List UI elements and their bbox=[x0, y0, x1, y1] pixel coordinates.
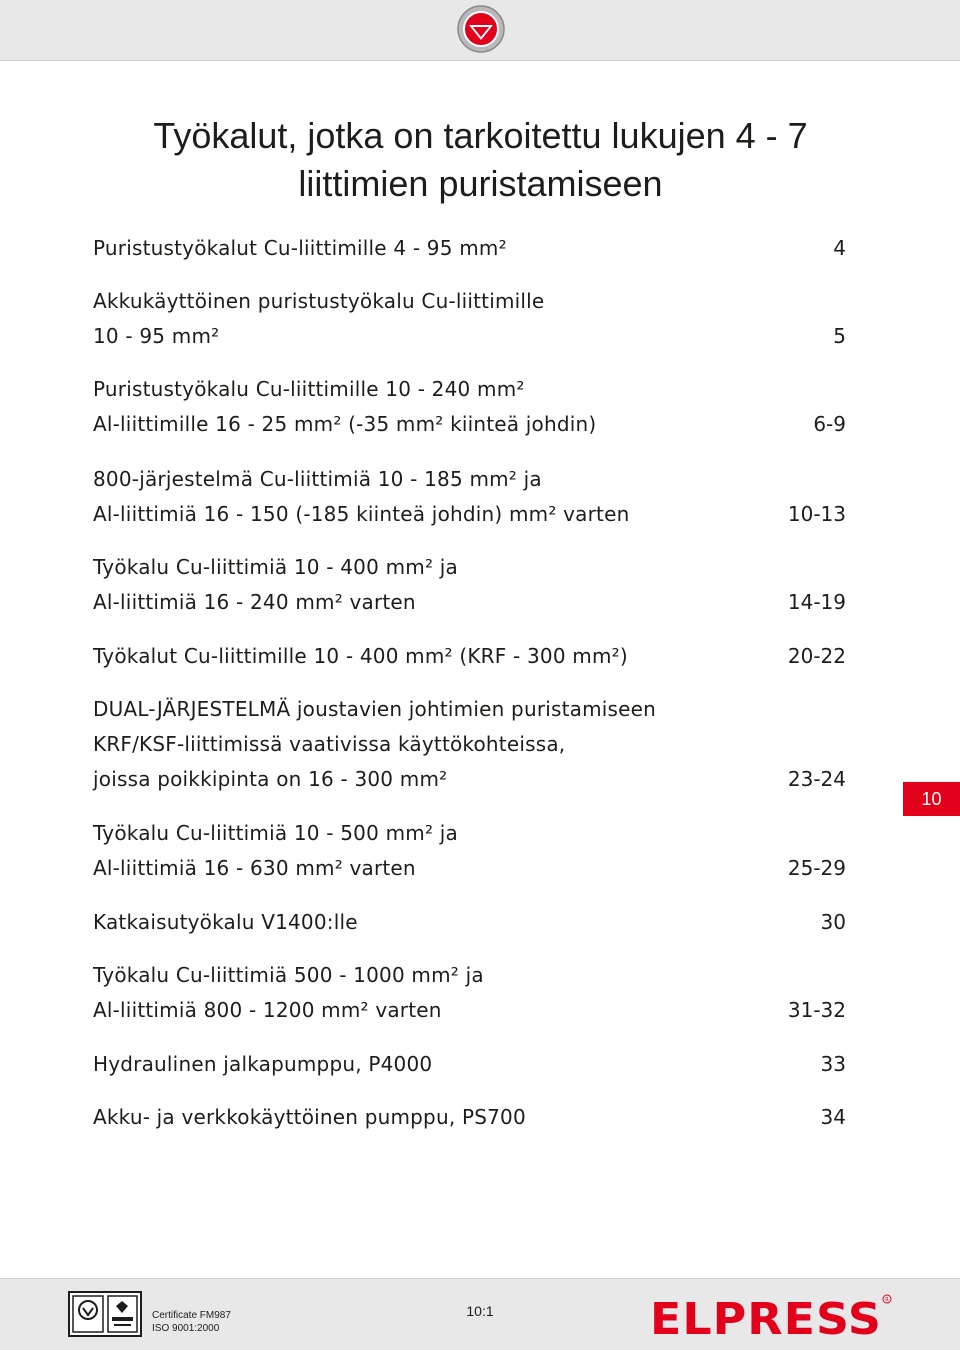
toc-entry-page: 34 bbox=[820, 1105, 846, 1129]
elpress-logo bbox=[650, 1294, 892, 1338]
toc-entry-page: 30 bbox=[820, 910, 846, 934]
toc-entry-text: Puristustyökalu Cu-liittimille 10 - 240 mm² bbox=[93, 377, 525, 401]
svg-text:R: R bbox=[885, 1297, 889, 1303]
certification-badge bbox=[68, 1291, 142, 1337]
toc-entry bbox=[93, 550, 846, 620]
toc-entry-text: 10 - 95 mm² bbox=[93, 324, 220, 348]
toc-entry bbox=[93, 1100, 846, 1135]
toc-entry bbox=[93, 462, 846, 532]
toc-entry-page: 4 bbox=[833, 236, 846, 260]
toc-entry-page: 25-29 bbox=[787, 856, 846, 880]
toc-entry-text: Puristustyökalut Cu-liittimille 4 - 95 mm² bbox=[93, 236, 507, 260]
page-footer bbox=[0, 1278, 960, 1350]
elpress-emblem-icon bbox=[456, 4, 506, 54]
toc-entry-text: Al-liittimiä 800 - 1200 mm² varten bbox=[93, 998, 442, 1022]
certificate-info bbox=[152, 1309, 231, 1335]
toc-entry-page: 31-32 bbox=[787, 998, 846, 1022]
toc-entry-text: Al-liittimiä 16 - 240 mm² varten bbox=[93, 590, 416, 614]
toc-entry-text: joissa poikkipinta on 16 - 300 mm² bbox=[93, 767, 448, 791]
toc-entry bbox=[93, 692, 846, 797]
toc-entry-page: 10-13 bbox=[787, 502, 846, 526]
toc-entry-text: Akkukäyttöinen puristustyökalu Cu-liittimille bbox=[93, 289, 545, 313]
svg-text:ELPRESS: ELPRESS bbox=[650, 1294, 882, 1338]
chapter-tab: 10 bbox=[903, 782, 960, 816]
iso-standard: ISO 9001:2000 bbox=[152, 1323, 220, 1334]
toc-entry-text: Akku- ja verkkokäyttöinen pumppu, PS700 bbox=[93, 1105, 526, 1129]
toc-entry bbox=[93, 284, 846, 354]
toc-entry-page: 14-19 bbox=[787, 590, 846, 614]
toc-entry-page: 5 bbox=[833, 324, 846, 348]
toc-entry-text: DUAL-JÄRJESTELMÄ joustavien johtimien puristamiseen bbox=[93, 697, 657, 721]
toc-entry-text: KRF/KSF-liittimissä vaativissa käyttökohteissa, bbox=[93, 732, 566, 756]
toc-entry bbox=[93, 231, 846, 266]
toc-entry-text: 800-järjestelmä Cu-liittimiä 10 - 185 mm² ja bbox=[93, 467, 542, 491]
toc-entry bbox=[93, 905, 846, 940]
toc-entry bbox=[93, 372, 846, 442]
title-line-2: liittimien puristamiseen bbox=[298, 163, 663, 204]
toc-entry-page: 33 bbox=[820, 1052, 846, 1076]
toc-entry bbox=[93, 958, 846, 1028]
toc-entry bbox=[93, 816, 846, 886]
page-title bbox=[78, 112, 883, 208]
toc-entry-text: Hydraulinen jalkapumppu, P4000 bbox=[93, 1052, 433, 1076]
toc-entry-text: Työkalu Cu-liittimiä 10 - 500 mm² ja bbox=[93, 821, 458, 845]
toc-entry-page: 6-9 bbox=[813, 412, 846, 436]
toc-entry-text: Al-liittimiä 16 - 150 (-185 kiinteä johdin) mm² varten bbox=[93, 502, 630, 526]
certificate-number: Certificate FM987 bbox=[152, 1310, 231, 1321]
title-line-1: Työkalut, jotka on tarkoitettu lukujen 4 - 7 bbox=[153, 115, 808, 156]
toc-entry bbox=[93, 639, 846, 674]
toc-entry bbox=[93, 1047, 846, 1082]
toc-entry-text: Työkalu Cu-liittimiä 10 - 400 mm² ja bbox=[93, 555, 458, 579]
toc-entry-text: Al-liittimille 16 - 25 mm² (-35 mm² kiinteä johdin) bbox=[93, 412, 597, 436]
top-bar bbox=[0, 0, 960, 61]
page-number: 10:1 bbox=[466, 1303, 494, 1319]
ukas-bsi-certification-icon bbox=[70, 1293, 140, 1335]
toc-entry-text: Al-liittimiä 16 - 630 mm² varten bbox=[93, 856, 416, 880]
toc-entry-text: Työkalu Cu-liittimiä 500 - 1000 mm² ja bbox=[93, 963, 484, 987]
toc-entry-text: Työkalut Cu-liittimille 10 - 400 mm² (KRF - 300 mm²) bbox=[93, 644, 628, 668]
toc-entry-page: 20-22 bbox=[787, 644, 846, 668]
toc-entry-page: 23-24 bbox=[787, 767, 846, 791]
toc-entry-text: Katkaisutyökalu V1400:lle bbox=[93, 910, 358, 934]
